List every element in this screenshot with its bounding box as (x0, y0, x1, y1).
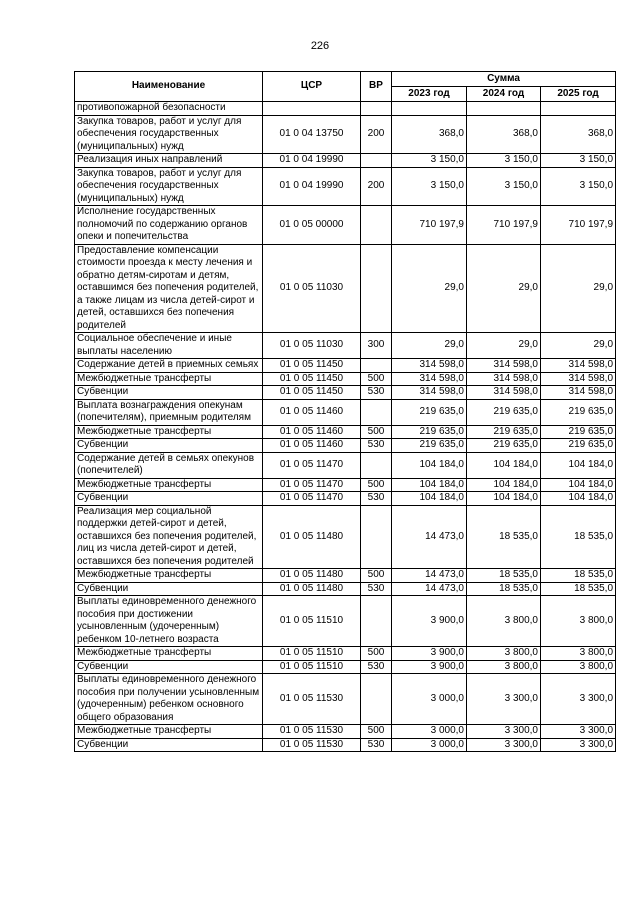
row-sum-2023: 3 900,0 (392, 596, 467, 647)
row-sum-2023: 314 598,0 (392, 386, 467, 400)
row-csr: 01 0 05 11480 (263, 569, 361, 583)
page-number: 226 (310, 40, 330, 52)
row-name: Межбюджетные трансферты (75, 425, 263, 439)
row-name: Содержание детей в семьях опекунов (попечителей) (75, 452, 263, 478)
row-csr: 01 0 05 11030 (263, 333, 361, 359)
row-sum-2024: 314 598,0 (467, 386, 541, 400)
row-sum-2025: 3 300,0 (541, 674, 616, 725)
table-row (75, 206, 616, 245)
row-sum-2025: 3 800,0 (541, 647, 616, 661)
row-sum-2025: 3 300,0 (541, 738, 616, 752)
row-sum-2024: 18 535,0 (467, 505, 541, 569)
row-vr (361, 244, 392, 333)
row-csr: 01 0 05 11450 (263, 359, 361, 373)
row-csr: 01 0 05 11470 (263, 452, 361, 478)
row-vr (361, 452, 392, 478)
row-csr: 01 0 04 19990 (263, 167, 361, 206)
row-csr: 01 0 05 11480 (263, 582, 361, 596)
row-sum-2024: 18 535,0 (467, 582, 541, 596)
row-sum-2023: 710 197,9 (392, 206, 467, 245)
row-csr: 01 0 05 11530 (263, 674, 361, 725)
row-sum-2023: 3 900,0 (392, 647, 467, 661)
header-csr: ЦСР (263, 72, 361, 102)
row-csr: 01 0 04 13750 (263, 115, 361, 154)
row-name: Закупка товаров, работ и услуг для обеспечения государственных (муниципальных) нужд (75, 115, 263, 154)
row-sum-2025: 104 184,0 (541, 478, 616, 492)
row-sum-2025: 219 635,0 (541, 399, 616, 425)
row-csr: 01 0 05 11450 (263, 372, 361, 386)
table-row (75, 386, 616, 400)
row-name: Социальное обеспечение и иные выплаты населению (75, 333, 263, 359)
row-vr: 500 (361, 647, 392, 661)
row-name: Содержание детей в приемных семьях (75, 359, 263, 373)
row-sum-2023: 104 184,0 (392, 492, 467, 506)
row-sum-2024: 104 184,0 (467, 478, 541, 492)
row-csr: 01 0 05 11480 (263, 505, 361, 569)
table-row (75, 425, 616, 439)
row-sum-2024: 3 300,0 (467, 725, 541, 739)
row-name: Субвенции (75, 439, 263, 453)
table-row (75, 333, 616, 359)
row-sum-2024: 219 635,0 (467, 439, 541, 453)
row-sum-2023: 314 598,0 (392, 372, 467, 386)
row-sum-2024: 219 635,0 (467, 399, 541, 425)
row-csr: 01 0 05 11510 (263, 660, 361, 674)
header-sum: Сумма (392, 72, 616, 87)
header-name: Наименование (75, 72, 263, 102)
budget-table (74, 71, 616, 752)
row-sum-2024 (467, 102, 541, 116)
row-name: Реализация мер социальной поддержки детей-сирот и детей, оставшихся без попечения родителей, лиц из числа детей-сирот и детей, оставшихся без попечения родителей (75, 505, 263, 569)
row-vr (361, 505, 392, 569)
row-vr: 500 (361, 372, 392, 386)
row-vr (361, 399, 392, 425)
row-csr: 01 0 05 11460 (263, 425, 361, 439)
row-sum-2024: 3 800,0 (467, 647, 541, 661)
table-row (75, 505, 616, 569)
row-sum-2025: 368,0 (541, 115, 616, 154)
row-name: противопожарной безопасности (75, 102, 263, 116)
row-sum-2025: 18 535,0 (541, 569, 616, 583)
row-sum-2024: 29,0 (467, 244, 541, 333)
row-sum-2024: 104 184,0 (467, 452, 541, 478)
row-name: Межбюджетные трансферты (75, 372, 263, 386)
row-sum-2024: 368,0 (467, 115, 541, 154)
row-sum-2023: 3 000,0 (392, 738, 467, 752)
row-name: Субвенции (75, 492, 263, 506)
row-csr: 01 0 05 11450 (263, 386, 361, 400)
row-csr (263, 102, 361, 116)
row-vr (361, 596, 392, 647)
row-csr: 01 0 05 11510 (263, 647, 361, 661)
row-csr: 01 0 05 11470 (263, 478, 361, 492)
row-sum-2024: 3 800,0 (467, 596, 541, 647)
row-sum-2025: 219 635,0 (541, 425, 616, 439)
row-sum-2023: 219 635,0 (392, 399, 467, 425)
row-vr: 530 (361, 660, 392, 674)
row-name: Предоставление компенсации стоимости проезда к месту лечения и обратно детям-сиротам и детям, оставшимся без попечения родителей, а также лицам из числа детей-сирот и детей, оставшихся без попечения родителей (75, 244, 263, 333)
row-name: Исполнение государственных полномочий по содержанию органов опеки и попечительства (75, 206, 263, 245)
row-csr: 01 0 05 11030 (263, 244, 361, 333)
table-row (75, 596, 616, 647)
table-row (75, 167, 616, 206)
row-sum-2025: 18 535,0 (541, 582, 616, 596)
table-body (75, 102, 616, 752)
row-vr (361, 359, 392, 373)
header-year-2023: 2023 год (392, 87, 467, 102)
table-row (75, 674, 616, 725)
row-sum-2025: 314 598,0 (541, 372, 616, 386)
row-name: Межбюджетные трансферты (75, 647, 263, 661)
row-sum-2023: 14 473,0 (392, 569, 467, 583)
row-csr: 01 0 05 00000 (263, 206, 361, 245)
table-row (75, 478, 616, 492)
row-sum-2025: 3 150,0 (541, 154, 616, 168)
row-sum-2024: 3 800,0 (467, 660, 541, 674)
row-name: Межбюджетные трансферты (75, 569, 263, 583)
row-sum-2023: 368,0 (392, 115, 467, 154)
row-sum-2024: 710 197,9 (467, 206, 541, 245)
row-vr (361, 102, 392, 116)
row-name: Закупка товаров, работ и услуг для обеспечения государственных (муниципальных) нужд (75, 167, 263, 206)
row-vr: 530 (361, 439, 392, 453)
row-sum-2024: 314 598,0 (467, 359, 541, 373)
row-sum-2023: 29,0 (392, 333, 467, 359)
row-vr: 530 (361, 582, 392, 596)
row-name: Субвенции (75, 386, 263, 400)
table-row (75, 725, 616, 739)
row-sum-2023: 14 473,0 (392, 582, 467, 596)
row-sum-2025: 314 598,0 (541, 386, 616, 400)
table-header (75, 72, 616, 102)
row-sum-2025: 29,0 (541, 244, 616, 333)
row-vr: 200 (361, 167, 392, 206)
row-sum-2023: 219 635,0 (392, 425, 467, 439)
row-sum-2025: 104 184,0 (541, 492, 616, 506)
row-vr: 500 (361, 425, 392, 439)
row-sum-2023: 3 900,0 (392, 660, 467, 674)
row-vr: 500 (361, 725, 392, 739)
row-sum-2025: 3 150,0 (541, 167, 616, 206)
row-sum-2023: 219 635,0 (392, 439, 467, 453)
table-row (75, 115, 616, 154)
table-row (75, 582, 616, 596)
row-csr: 01 0 05 11530 (263, 725, 361, 739)
row-sum-2025: 29,0 (541, 333, 616, 359)
row-vr: 200 (361, 115, 392, 154)
row-name: Реализация иных направлений (75, 154, 263, 168)
table-row (75, 399, 616, 425)
row-sum-2025: 219 635,0 (541, 439, 616, 453)
table-row (75, 569, 616, 583)
row-sum-2023: 104 184,0 (392, 478, 467, 492)
table-row (75, 439, 616, 453)
row-sum-2023: 29,0 (392, 244, 467, 333)
row-vr: 530 (361, 738, 392, 752)
header-year-2025: 2025 год (541, 87, 616, 102)
table-row (75, 452, 616, 478)
row-vr (361, 674, 392, 725)
row-name: Выплата вознаграждения опекунам (попечителям), приемным родителям (75, 399, 263, 425)
row-sum-2024: 29,0 (467, 333, 541, 359)
row-name: Выплаты единовременного денежного пособия при получении усыновленным (удочеренным) ребенком основного общего образования (75, 674, 263, 725)
row-vr: 530 (361, 492, 392, 506)
row-sum-2025: 3 800,0 (541, 660, 616, 674)
row-name: Субвенции (75, 660, 263, 674)
header-year-2024: 2024 год (467, 87, 541, 102)
table-row (75, 154, 616, 168)
row-sum-2023 (392, 102, 467, 116)
row-vr (361, 206, 392, 245)
row-csr: 01 0 05 11510 (263, 596, 361, 647)
row-sum-2023: 314 598,0 (392, 359, 467, 373)
table-row (75, 359, 616, 373)
row-sum-2023: 3 000,0 (392, 674, 467, 725)
row-csr: 01 0 05 11530 (263, 738, 361, 752)
table-row (75, 660, 616, 674)
row-sum-2024: 219 635,0 (467, 425, 541, 439)
row-name: Субвенции (75, 738, 263, 752)
row-sum-2024: 314 598,0 (467, 372, 541, 386)
row-vr: 500 (361, 478, 392, 492)
row-vr: 530 (361, 386, 392, 400)
header-vr: ВР (361, 72, 392, 102)
row-sum-2025 (541, 102, 616, 116)
row-sum-2025: 104 184,0 (541, 452, 616, 478)
row-name: Межбюджетные трансферты (75, 725, 263, 739)
row-vr (361, 154, 392, 168)
table-row (75, 244, 616, 333)
row-sum-2024: 104 184,0 (467, 492, 541, 506)
row-sum-2025: 710 197,9 (541, 206, 616, 245)
row-sum-2023: 3 150,0 (392, 154, 467, 168)
row-sum-2024: 3 150,0 (467, 154, 541, 168)
row-sum-2025: 3 800,0 (541, 596, 616, 647)
row-vr: 300 (361, 333, 392, 359)
row-csr: 01 0 04 19990 (263, 154, 361, 168)
row-csr: 01 0 05 11460 (263, 439, 361, 453)
row-sum-2024: 18 535,0 (467, 569, 541, 583)
row-sum-2024: 3 300,0 (467, 738, 541, 752)
row-sum-2025: 3 300,0 (541, 725, 616, 739)
row-sum-2024: 3 300,0 (467, 674, 541, 725)
row-name: Межбюджетные трансферты (75, 478, 263, 492)
row-csr: 01 0 05 11460 (263, 399, 361, 425)
row-sum-2023: 14 473,0 (392, 505, 467, 569)
row-sum-2023: 104 184,0 (392, 452, 467, 478)
table-row (75, 102, 616, 116)
row-sum-2024: 3 150,0 (467, 167, 541, 206)
row-name: Субвенции (75, 582, 263, 596)
row-name: Выплаты единовременного денежного пособия при достижении усыновленным (удочеренным) ребенком 10-летнего возраста (75, 596, 263, 647)
row-sum-2025: 18 535,0 (541, 505, 616, 569)
row-sum-2023: 3 000,0 (392, 725, 467, 739)
table-row (75, 372, 616, 386)
table-row (75, 738, 616, 752)
row-vr: 500 (361, 569, 392, 583)
table-row (75, 492, 616, 506)
row-sum-2025: 314 598,0 (541, 359, 616, 373)
table-row (75, 647, 616, 661)
row-csr: 01 0 05 11470 (263, 492, 361, 506)
row-sum-2023: 3 150,0 (392, 167, 467, 206)
